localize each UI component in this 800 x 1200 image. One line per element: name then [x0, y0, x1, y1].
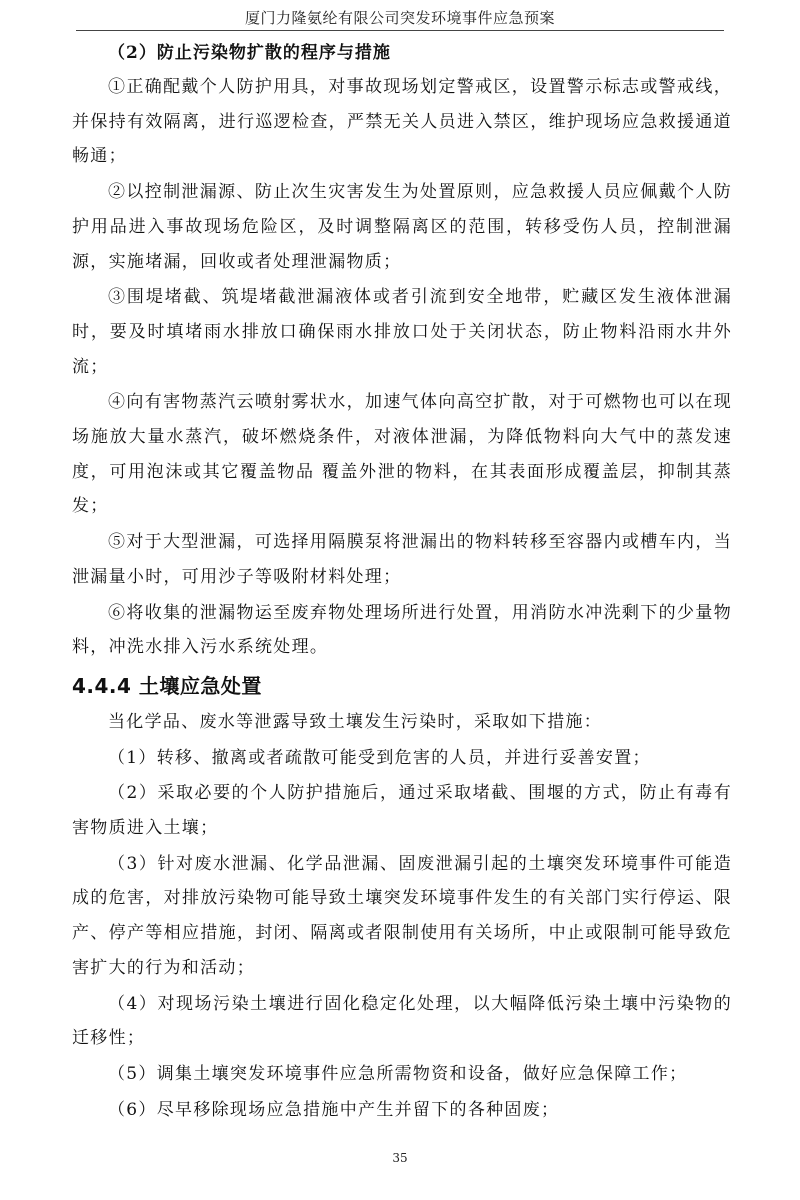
- paragraph: ⑤对于大型泄漏，可选择用隔膜泵将泄漏出的物料转移至容器内或槽车内，当泄漏量小时，可用沙子等吸附材料处理；: [72, 532, 732, 587]
- paragraph: ⑥将收集的泄漏物运至废弃物处理场所进行处置，用消防水冲洗剩下的少量物料，冲洗水排入污水系统处理。: [72, 602, 732, 658]
- paragraph: （3）针对废水泄漏、化学品泄漏、固废泄漏引起的土壤突发环境事件可能造成的危害，对排放污染物可能导致土壤突发环境事件发生的有关部门实行停运、限产、停产等相应措施，封闭、隔离或者限制使用有关场所，中止或限制可能导致危害扩大的行为和活动；: [72, 853, 732, 978]
- header-rule: [76, 30, 724, 31]
- paragraph: ②以控制泄漏源、防止次生灾害发生为处置原则，应急救援人员应佩戴个人防护用品进入事故现场危险区，及时调整隔离区的范围，转移受伤人员，控制泄漏源，实施堵漏，回收或者处理泄漏物质；: [72, 182, 732, 272]
- paragraph: （1）转移、撤离或者疏散可能受到危害的人员，并进行妥善安置；: [108, 747, 651, 768]
- paragraph: 当化学品、废水等泄露导致土壤发生污染时，采取如下措施：: [108, 711, 603, 732]
- paragraph: （2）采取必要的个人防护措施后，通过采取堵截、围堰的方式，防止有毒有害物质进入土壤；: [72, 783, 732, 839]
- page-header: 厦门力隆氨纶有限公司突发环境事件应急预案: [244, 9, 555, 27]
- paragraph: ①正确配戴个人防护用具，对事故现场划定警戒区，设置警示标志或警戒线，并保持有效隔离，进行巡逻检查，严禁无关人员进入禁区，维护现场应急救援通道畅通；: [72, 77, 732, 167]
- subsection-title: （2）防止污染物扩散的程序与措施: [108, 43, 391, 63]
- paragraph: （5）调集土壤突发环境事件应急所需物资和设备，做好应急保障工作；: [108, 1063, 688, 1084]
- page-number: 35: [392, 1151, 408, 1165]
- paragraph: （4）对现场污染土壤进行固化稳定化处理，以大幅降低污染土壤中污染物的迁移性；: [72, 993, 732, 1049]
- paragraph: ③围堤堵截、筑堤堵截泄漏液体或者引流到安全地带，贮藏区发生液体泄漏时，要及时填堵雨水排放口确保雨水排放口处于关闭状态，防止物料沿雨水井外流；: [72, 287, 732, 377]
- page-body: [72, 36, 732, 1127]
- section-title: 4.4.4 土壤应急处置: [72, 673, 262, 698]
- paragraph: （6）尽早移除现场应急措施中产生并留下的各种固废；: [108, 1099, 560, 1120]
- paragraph: ④向有害物蒸汽云喷射雾状水，加速气体向高空扩散，对于可燃物也可以在现场施放大量水蒸汽，破坏燃烧条件，对液体泄漏，为降低物料向大气中的蒸发速度，可用泡沫或其它覆盖物品 覆盖外泄的物料，在其表面形成覆盖层，抑制其蒸发；: [72, 392, 732, 517]
